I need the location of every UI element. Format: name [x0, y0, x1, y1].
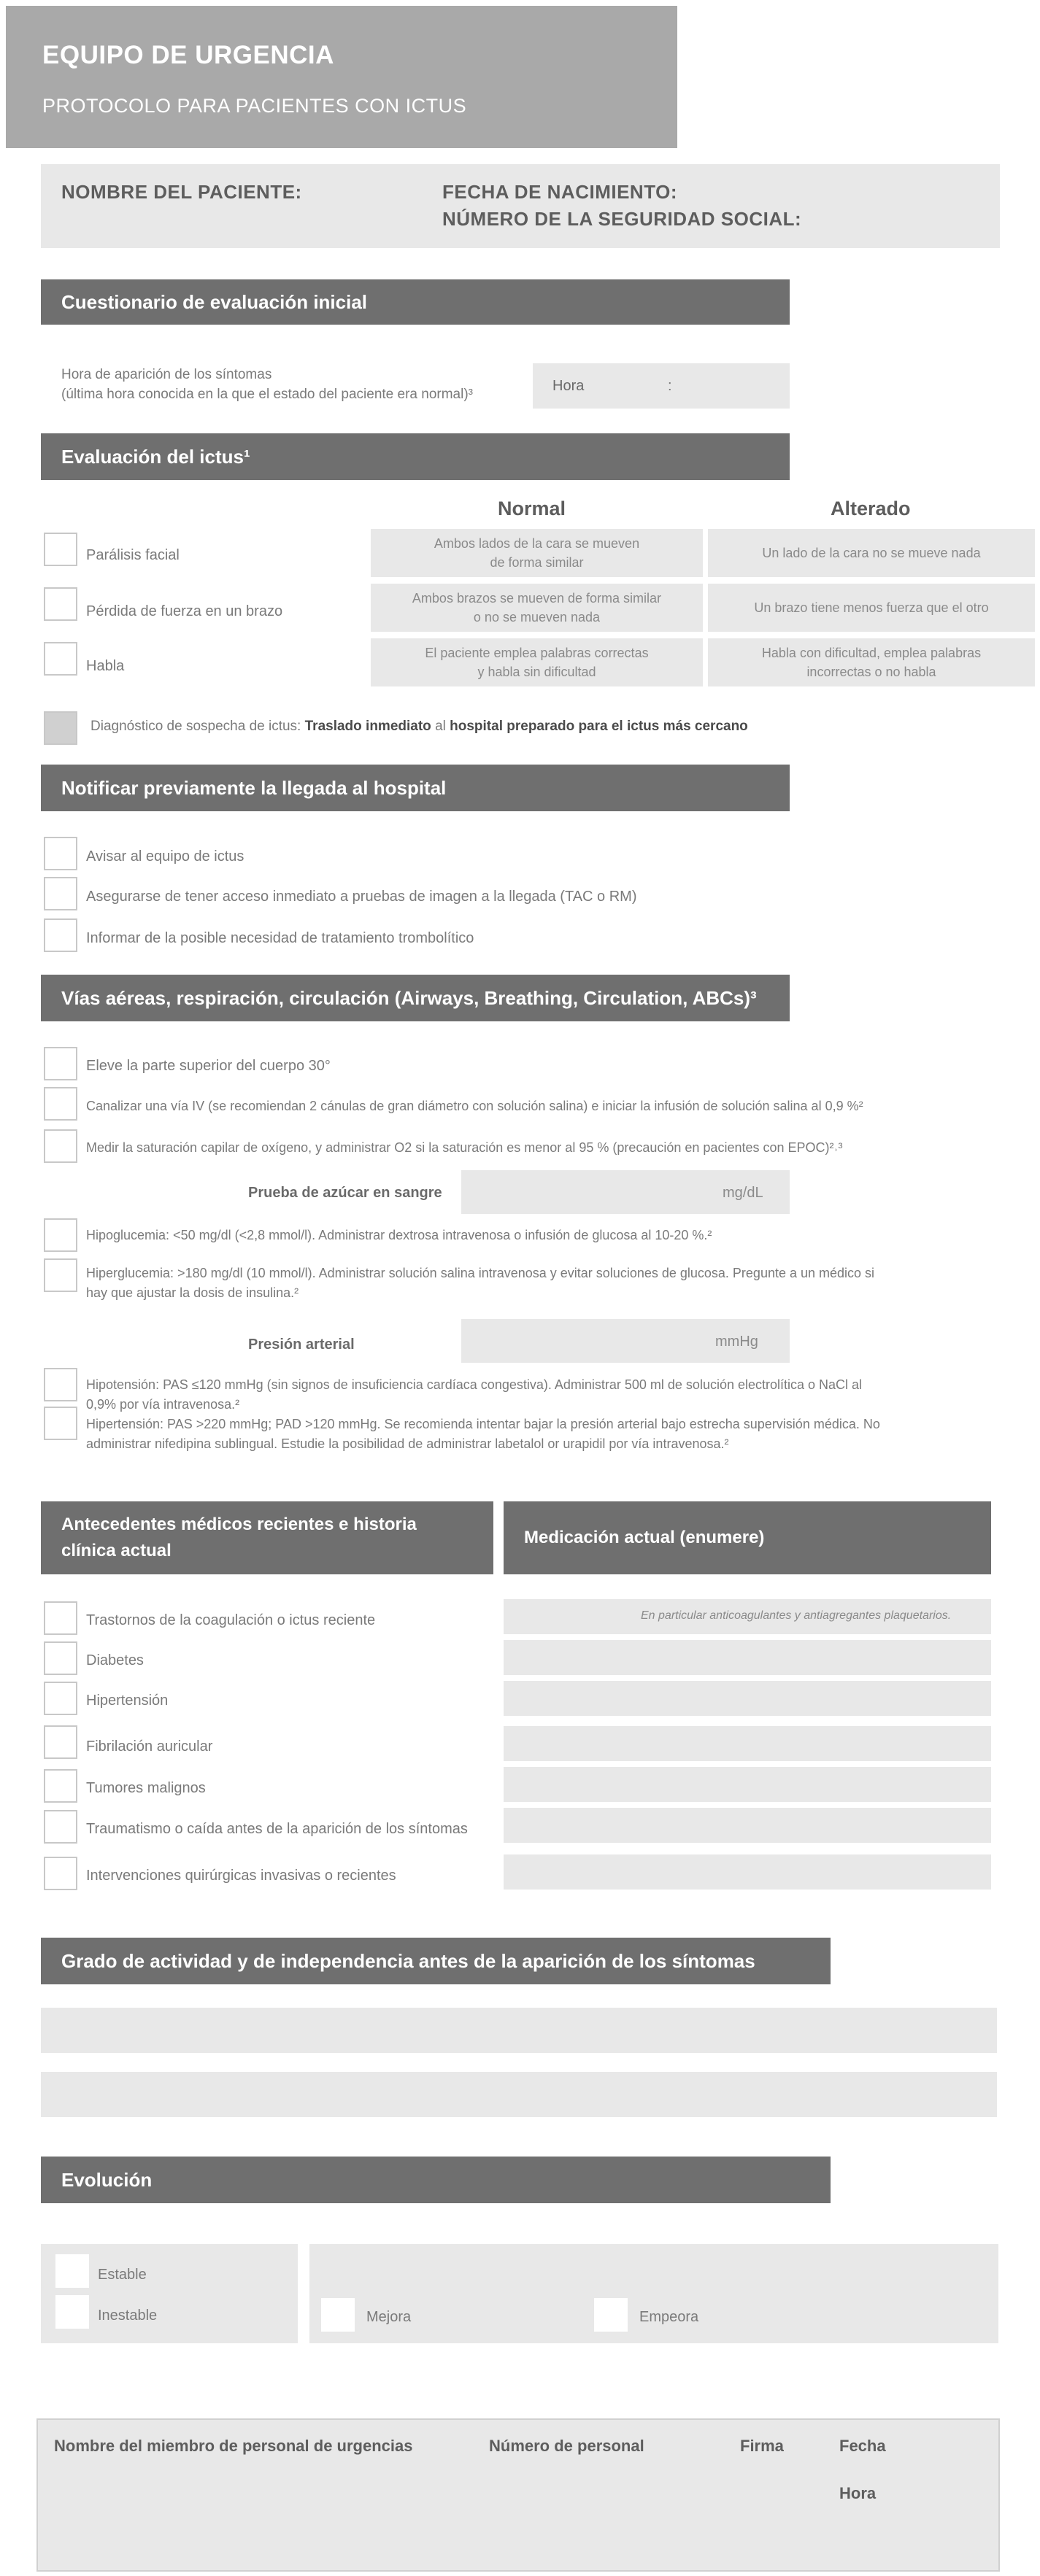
hypotension-line1: Hipotensión: PAS ≤120 mmHg (sin signos de insuficiencia cardíaca congestiva). Administrar 500 ml de solución electrolítica o NaCl al	[86, 1377, 863, 1392]
cell-text: Ambos lados de la cara se mueven	[434, 536, 640, 551]
trauma-checkbox[interactable]	[44, 1810, 77, 1844]
activity-heading: Grado de actividad y de independencia antes de la aparición de los síntomas	[41, 1938, 831, 1984]
elevate-body-label: Eleve la parte superior del cuerpo 30°	[86, 1058, 331, 1074]
speech-altered-cell	[708, 638, 1035, 686]
abc-heading: Vías aéreas, respiración, circulación (Airways, Breathing, Circulation, ABCs)³	[41, 975, 790, 1021]
cell-text: o no se mueven nada	[473, 610, 601, 624]
col-normal-header: Normal	[498, 498, 566, 519]
speech-normal-cell	[371, 638, 703, 686]
page-subtitle: PROTOCOLO PARA PACIENTES CON ICTUS	[42, 95, 467, 117]
cell-text: Un brazo tiene menos fuerza que el otro	[754, 600, 989, 615]
col-altered-header: Alterado	[831, 498, 911, 519]
surgery-checkbox[interactable]	[44, 1857, 77, 1890]
afib-checkbox[interactable]	[44, 1725, 77, 1759]
hypertension-checkbox[interactable]	[44, 1407, 77, 1440]
notify-thrombolytic-label: Informar de la posible necesidad de tratamiento trombolítico	[86, 930, 474, 946]
hora-label: Hora	[552, 378, 585, 394]
arm-altered-cell	[708, 584, 1035, 632]
facial-paralysis-checkbox[interactable]	[44, 533, 77, 566]
cell-text: Ambos brazos se mueven de forma similar	[412, 591, 662, 606]
trauma-label: Traumatismo o caída antes de la aparición de los síntomas	[86, 1821, 468, 1837]
improves-checkbox[interactable]	[321, 2298, 355, 2332]
cell-text: Habla con dificultad, emplea palabras	[761, 646, 982, 660]
patient-info-box	[41, 164, 1000, 248]
iv-line-checkbox[interactable]	[44, 1087, 77, 1121]
cell-text: incorrectas o no habla	[806, 665, 936, 679]
evolution-heading: Evolución	[41, 2157, 831, 2203]
ssn-label: NÚMERO DE LA SEGURIDAD SOCIAL:	[442, 208, 802, 230]
facial-altered-cell	[708, 529, 1035, 577]
tumors-checkbox[interactable]	[44, 1769, 77, 1803]
medication-line-5[interactable]	[504, 1767, 991, 1802]
suspected-stroke-text	[90, 719, 748, 735]
medication-line-4[interactable]	[504, 1726, 991, 1761]
arm-weakness-checkbox[interactable]	[44, 587, 77, 621]
notify-thrombolytic-checkbox[interactable]	[44, 918, 77, 952]
speech-checkbox[interactable]	[44, 642, 77, 676]
activity-line-2[interactable]	[41, 2072, 997, 2117]
arm-normal-cell	[371, 584, 703, 632]
medication-line-3[interactable]	[504, 1681, 991, 1716]
history-heading-line2: clínica actual	[61, 1541, 172, 1560]
page-title: EQUIPO DE URGENCIA	[42, 41, 334, 69]
cell-text: y habla sin dificultad	[477, 665, 596, 679]
coagulation-checkbox[interactable]	[44, 1601, 77, 1635]
evolution-trend-box	[309, 2244, 998, 2343]
notify-hospital-heading: Notificar previamente la llegada al hospital	[41, 765, 790, 811]
hypoglycemia-label: Hipoglucemia: <50 mg/dl (<2,8 mmol/l). Administrar dextrosa intravenosa o infusión de glucosa al 10-20 %.²	[86, 1228, 712, 1242]
hypertension-history-checkbox[interactable]	[44, 1682, 77, 1715]
notify-imaging-checkbox[interactable]	[44, 877, 77, 910]
diag-mid: al	[435, 719, 446, 734]
notify-stroke-team-checkbox[interactable]	[44, 837, 77, 870]
onset-label-line1: Hora de aparición de los síntomas	[61, 367, 272, 382]
coagulation-label: Trastornos de la coagulación o ictus reciente	[86, 1612, 376, 1628]
facial-normal-cell	[371, 529, 703, 577]
unstable-label: Inestable	[98, 2308, 158, 2324]
signature-label: Firma	[740, 2437, 784, 2455]
cell-text: El paciente emplea palabras correctas	[425, 646, 649, 660]
hora-separator: :	[668, 378, 672, 394]
dob-label: FECHA DE NACIMIENTO:	[442, 181, 677, 203]
iv-line-label: Canalizar una vía IV (se recomiendan 2 cánulas de gran diámetro con solución salina) e iniciar la infusión de solución salina al 0,9 %²	[86, 1099, 863, 1113]
title-block	[6, 6, 677, 148]
unstable-checkbox[interactable]	[55, 2295, 89, 2329]
hyperglycemia-checkbox[interactable]	[44, 1258, 77, 1292]
cell-text: Un lado de la cara no se mueve nada	[762, 546, 981, 560]
diag-text: Diagnóstico de sospecha de ictus:	[90, 719, 301, 734]
staff-name-label: Nombre del miembro de personal de urgencias	[54, 2437, 413, 2455]
stable-checkbox[interactable]	[55, 2254, 89, 2288]
arm-weakness-label: Pérdida de fuerza en un brazo	[86, 603, 283, 619]
hypotension-line2: 0,9% por vía intravenosa.²	[86, 1397, 240, 1412]
notify-imaging-label: Asegurarse de tener acceso inmediato a pruebas de imagen a la llegada (TAC o RM)	[86, 889, 637, 905]
medication-line-2[interactable]	[504, 1640, 991, 1675]
medical-history-heading	[41, 1501, 493, 1574]
staff-number-label: Número de personal	[489, 2437, 644, 2455]
oxygen-label: Medir la saturación capilar de oxígeno, y administrar O2 si la saturación es menor al 95 % (precaución en pacientes con EPOC)²˒³	[86, 1140, 843, 1155]
patient-name-label: NOMBRE DEL PACIENTE:	[61, 181, 302, 203]
surgery-label: Intervenciones quirúrgicas invasivas o recientes	[86, 1868, 396, 1884]
diabetes-checkbox[interactable]	[44, 1641, 77, 1675]
hypertension-line1: Hipertensión: PAS >220 mmHg; PAD >120 mmHg. Se recomienda intentar bajar la presión arterial bajo estrecha supervisión médica. No	[86, 1417, 880, 1431]
facial-paralysis-label: Parálisis facial	[86, 547, 180, 563]
medication-line-6[interactable]	[504, 1808, 991, 1843]
hyperglycemia-line1: Hiperglucemia: >180 mg/dl (10 mmol/l). Administrar solución salina intravenosa y evitar soluciones de glucosa. Pregunte a un médico si	[86, 1266, 875, 1280]
hyperglycemia-line2: hay que ajustar la dosis de insulina.²	[86, 1285, 299, 1300]
oxygen-checkbox[interactable]	[44, 1129, 77, 1163]
glucose-unit: mg/dL	[723, 1185, 763, 1201]
worsens-label: Empeora	[639, 2309, 699, 2325]
blood-pressure-label: Presión arterial	[248, 1337, 355, 1353]
diag-transfer: Traslado inmediato	[304, 719, 431, 734]
stable-label: Estable	[98, 2267, 147, 2283]
improves-label: Mejora	[366, 2309, 412, 2325]
hypertension-line2: administrar nifedipina sublingual. Estudie la posibilidad de administrar labetalol or urapidil por vía intravenosa.²	[86, 1436, 729, 1451]
cell-text: de forma similar	[490, 555, 584, 570]
glucose-label: Prueba de azúcar en sangre	[248, 1185, 442, 1201]
elevate-body-checkbox[interactable]	[44, 1047, 77, 1080]
speech-label: Habla	[86, 658, 125, 674]
hypoglycemia-checkbox[interactable]	[44, 1218, 77, 1252]
time-label: Hora	[839, 2484, 877, 2502]
history-heading-line1: Antecedentes médicos recientes e historia	[61, 1515, 417, 1534]
suspected-stroke-checkbox[interactable]	[44, 711, 77, 745]
onset-label-line2: (última hora conocida en la que el estado del paciente era normal)³	[61, 387, 473, 402]
hypertension-history-label: Hipertensión	[86, 1693, 169, 1709]
diag-hospital: hospital preparado para el ictus más cercano	[450, 719, 748, 734]
activity-line-1[interactable]	[41, 2008, 997, 2053]
stroke-evaluation-heading: Evaluación del ictus¹	[41, 433, 790, 480]
blood-pressure-unit: mmHg	[715, 1334, 758, 1350]
hypotension-checkbox[interactable]	[44, 1368, 77, 1401]
current-medication-heading: Medicación actual (enumere)	[504, 1501, 991, 1574]
notify-stroke-team-label: Avisar al equipo de ictus	[86, 848, 244, 865]
afib-label: Fibrilación auricular	[86, 1738, 213, 1755]
medication-hint: En particular anticoagulantes y antiagregantes plaquetarios.	[641, 1609, 952, 1622]
date-label: Fecha	[839, 2437, 886, 2455]
worsens-checkbox[interactable]	[594, 2298, 628, 2332]
tumors-label: Tumores malignos	[86, 1780, 206, 1796]
diabetes-label: Diabetes	[86, 1652, 144, 1668]
initial-assessment-heading: Cuestionario de evaluación inicial	[41, 279, 790, 325]
medication-line-7[interactable]	[504, 1854, 991, 1890]
